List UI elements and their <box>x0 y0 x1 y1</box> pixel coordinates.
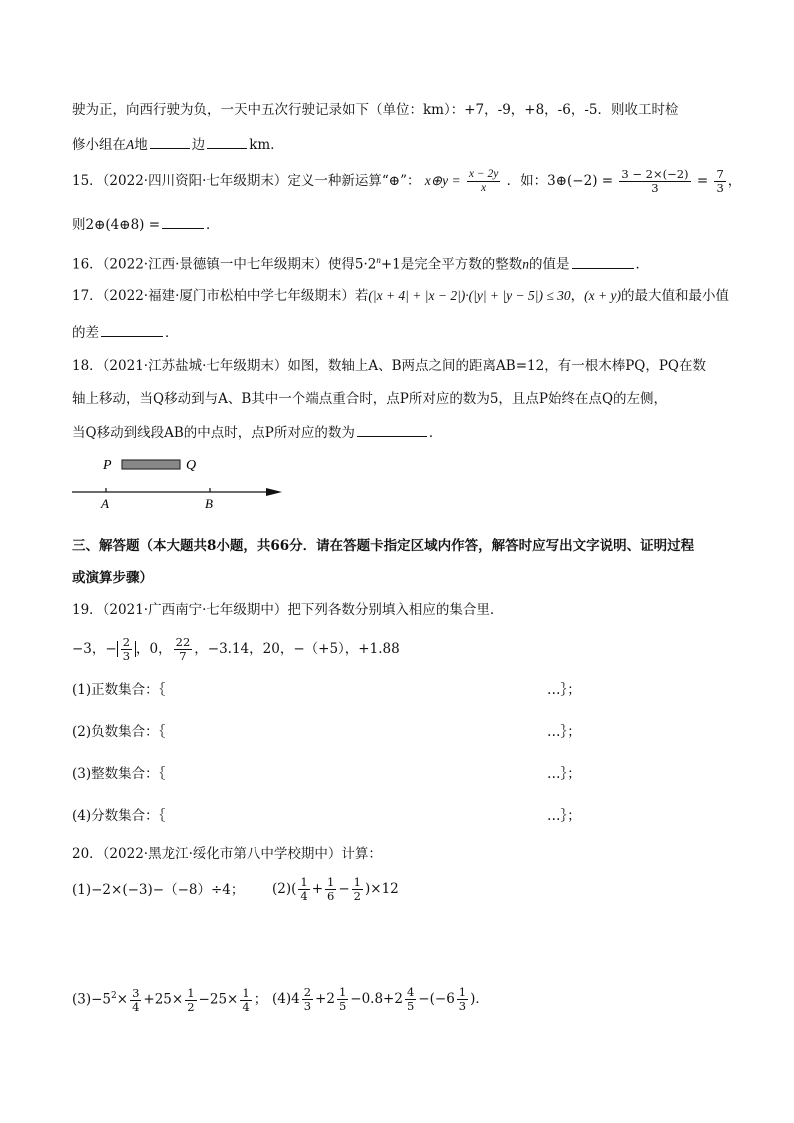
q14-text: 地 <box>134 137 148 153</box>
fraction-denominator: 3 <box>303 999 312 1013</box>
q20-part2 <box>272 876 399 903</box>
q16-text: 16．（2022·江西·景德镇一中七年级期末）使得 <box>72 256 355 273</box>
q19-text: ，0， <box>136 641 172 657</box>
expr-text: × <box>116 991 129 1008</box>
fraction <box>240 987 251 1014</box>
q20-part3 <box>72 986 267 1014</box>
q20-title: 20．（2022·黑龙江·绥化市第八中学校期中）计算： <box>72 846 382 862</box>
fraction-denominator: 7 <box>179 649 187 663</box>
q15-result-fraction <box>714 168 725 195</box>
expr-text: ； <box>253 991 268 1008</box>
fraction <box>298 876 309 903</box>
fraction <box>302 986 313 1013</box>
q18-line2: 轴上移动，当Q移动到与A、B其中一个端点重合时，点P所对应的数为5，且点P始终在点Q的左侧， <box>72 391 668 407</box>
set-negative[interactable] <box>72 722 581 742</box>
fraction-numerator: 7 <box>716 167 724 181</box>
fraction-denominator: 4 <box>132 999 140 1014</box>
q17-text: ， <box>570 288 585 304</box>
q17-line2 <box>72 322 179 343</box>
set-end: …｝； <box>547 724 581 740</box>
fraction-denominator: 6 <box>327 889 335 903</box>
q15-def-fraction <box>467 168 500 195</box>
label-q: Q <box>186 458 197 473</box>
q15-end: ． <box>206 217 220 233</box>
q19-title: 19．（2021·广西南宁·七年级期中）把下列各数分别填入相应的集合里． <box>72 602 504 618</box>
section-heading: 三、解答题（本大题共8小题，共66分．请在答题卡指定区域内作答，解答时应写出文字说明、证明过程 <box>72 538 695 554</box>
q17-expr: (x + y) <box>584 288 621 303</box>
q17-expr: (|x + 4| + |x − 2|)·(|y| + |y − 5|) ≤ 30 <box>368 288 571 303</box>
answer-blank[interactable] <box>572 254 634 269</box>
label-b: B <box>205 496 213 511</box>
answer-blank[interactable] <box>101 322 163 337</box>
axis-arrow <box>266 488 282 496</box>
q15-text: 15．（2022·四川资阳·七年级期末）定义一种新运算“⊕”： <box>72 173 421 189</box>
q17-text: 的最大值和最小值 <box>620 288 729 304</box>
fraction-numerator: 1 <box>300 875 308 889</box>
fraction-denominator: 3 <box>458 999 467 1013</box>
fraction-numerator: 1 <box>338 985 347 999</box>
fraction <box>325 876 336 903</box>
q16-line <box>72 250 649 275</box>
set-label: (2)负数集合：｛ <box>72 724 166 740</box>
q14-var-a: A <box>126 137 135 152</box>
q18-end: ． <box>428 425 443 441</box>
expr-text: )． <box>470 991 489 1007</box>
q18-line1: 18．（2021·江苏盐城·七年级期末）如图，数轴上A、B两点之间的距离AB=12，有一根木棒PQ，PQ在数 <box>72 358 706 374</box>
fraction-denominator: 3 <box>651 181 659 195</box>
fraction-numerator: x − 2y <box>468 168 499 180</box>
q15-line1 <box>72 168 741 195</box>
set-label: (3)整数集合：｛ <box>72 766 166 782</box>
q19-text: ，−3.14，20，−（+5），+1.88 <box>194 641 400 657</box>
q20-row1 <box>72 880 244 900</box>
section-heading: 或演算步骤） <box>72 570 153 586</box>
answer-blank[interactable] <box>150 134 190 149</box>
expr-text: (3)−5 <box>72 991 112 1008</box>
set-label: (4)分数集合：｛ <box>72 808 166 824</box>
exponent: 2 <box>111 991 117 1001</box>
q15-text: 则2⊕(4⊕8) = <box>72 217 161 233</box>
q18-text: 当Q移动到线段AB的中点时，点P所对应的数为 <box>72 425 355 441</box>
q15-line2 <box>72 214 220 235</box>
q18-line3 <box>72 422 442 443</box>
fraction-denominator: 4 <box>242 999 250 1014</box>
q17-text: 的差 <box>72 325 99 341</box>
fraction <box>457 986 468 1013</box>
q16-expr: 5·2 <box>354 256 377 273</box>
expr-text: )×12 <box>365 881 399 897</box>
set-label: (1)正数集合：｛ <box>72 682 166 698</box>
q17-line1 <box>72 286 729 306</box>
fraction-numerator: 1 <box>242 985 250 1000</box>
q17-end: ． <box>165 325 179 341</box>
fraction-denominator: 2 <box>187 999 195 1014</box>
fraction-denominator: 3 <box>122 649 131 663</box>
fraction-denominator: 5 <box>338 999 347 1013</box>
q20-part4 <box>272 986 489 1013</box>
fraction <box>174 636 193 663</box>
q14-line2 <box>72 134 284 155</box>
expr-text: (−6 <box>429 991 455 1007</box>
expr-text: +25× <box>143 991 184 1008</box>
set-fraction[interactable] <box>72 806 581 826</box>
q15-example-text: ．如：3⊕(−2) = <box>506 173 614 189</box>
q19-numbers <box>72 636 400 663</box>
expr-text: − <box>338 881 350 897</box>
rod-pq <box>122 460 180 469</box>
q16-end: ． <box>635 256 650 273</box>
set-positive[interactable] <box>72 680 581 700</box>
q16-expr: +1是完全平方数的整数 <box>380 256 523 273</box>
expr-text: + <box>311 881 324 897</box>
fraction-numerator: 1 <box>458 985 467 999</box>
answer-blank[interactable] <box>357 422 427 437</box>
fraction-numerator: 1 <box>187 985 195 1000</box>
fraction-numerator: 3 − 2×(−2) <box>621 167 689 181</box>
expr-text: (2)( <box>272 881 297 897</box>
expr-text: − <box>418 991 430 1007</box>
fraction-numerator: 4 <box>406 985 415 999</box>
fraction <box>121 636 132 663</box>
q15-eq: = <box>696 173 709 189</box>
set-end: …｝； <box>547 808 581 824</box>
answer-blank[interactable] <box>162 214 204 229</box>
fraction-denominator: 2 <box>353 889 361 903</box>
fraction <box>337 986 348 1013</box>
q14-text: km． <box>249 137 284 153</box>
fraction-numerator: 22 <box>175 635 191 649</box>
fraction-denominator: x <box>481 182 487 194</box>
q20-part1: (1)−2×(−3)−（−8）÷4； <box>72 882 245 898</box>
fraction-denominator: 5 <box>406 999 415 1013</box>
fraction-numerator: 1 <box>353 875 361 889</box>
set-end: …｝； <box>547 682 581 698</box>
q16-exponent: n <box>376 255 381 265</box>
q14-text: 修小组在 <box>72 137 126 153</box>
set-end: …｝； <box>547 766 581 782</box>
abs-value <box>117 635 136 663</box>
label-a: A <box>101 496 109 511</box>
fraction-denominator: 3 <box>716 181 724 195</box>
q15-example-fraction <box>619 168 690 195</box>
q15-def-lhs: x⊕y = <box>424 173 461 188</box>
q16-text: 的值是 <box>529 256 570 273</box>
fraction <box>185 987 196 1014</box>
set-integer[interactable] <box>72 764 581 784</box>
q14-text: 边 <box>191 137 206 153</box>
fraction-numerator: 2 <box>303 985 312 999</box>
expr-text: −25× <box>198 991 239 1008</box>
fraction <box>405 986 416 1013</box>
fraction-numerator: 2 <box>122 635 131 649</box>
label-p: P <box>103 458 112 473</box>
expr-text: −0.8+2 <box>350 991 403 1007</box>
fraction <box>352 876 363 903</box>
fraction <box>130 987 141 1014</box>
q14-line1: 驶为正，向西行驶为负，一天中五次行驶记录如下（单位：km）：+7，-9，+8，-6，-5．则收工时检 <box>72 102 679 118</box>
q15-end: ， <box>727 173 742 189</box>
q19-text: −3，− <box>72 641 117 657</box>
q17-text: 17．（2022·福建·厦门市松柏中学七年级期末）若 <box>72 288 369 304</box>
fraction-numerator: 3 <box>132 985 140 1000</box>
expr-text: +2 <box>315 991 335 1007</box>
expr-text: (4)4 <box>272 991 300 1007</box>
fraction-numerator: 1 <box>327 875 335 889</box>
fraction-denominator: 4 <box>300 889 308 903</box>
answer-blank[interactable] <box>207 134 247 149</box>
number-line-figure <box>70 452 290 514</box>
q16-var: n <box>522 256 530 272</box>
